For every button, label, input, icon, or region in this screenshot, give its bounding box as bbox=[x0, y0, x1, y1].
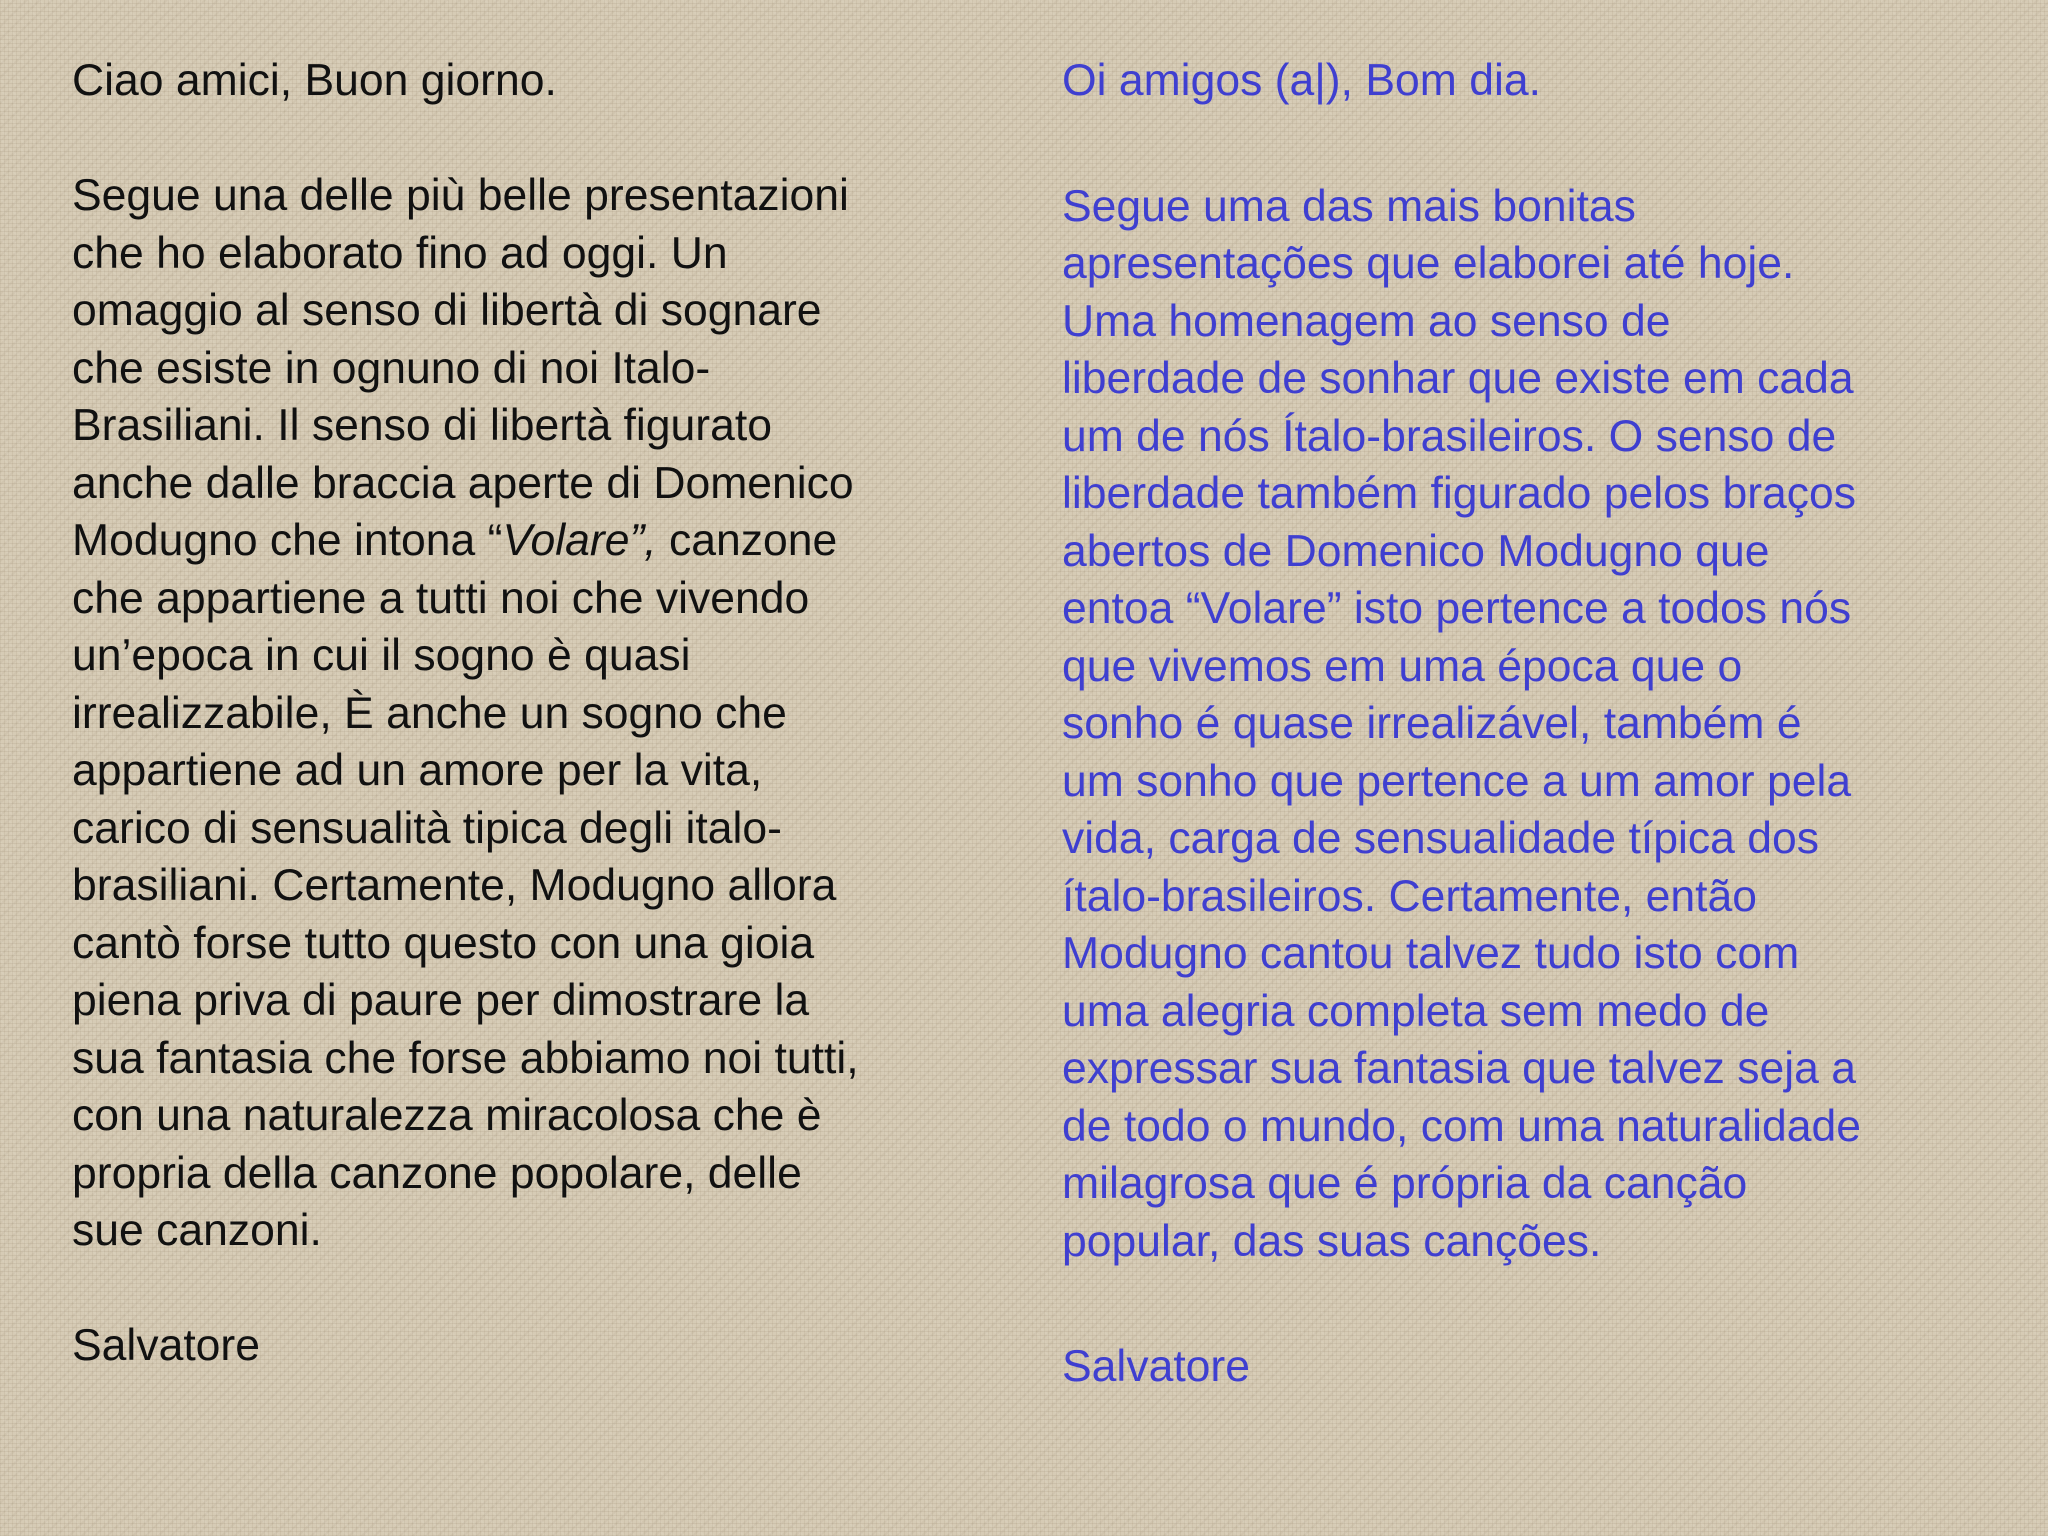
portuguese-body-line: de todo o mundo, com uma naturalidade bbox=[1062, 1101, 1862, 1151]
portuguese-body-line: um de nós Ítalo-brasileiros. O senso de bbox=[1062, 411, 1837, 461]
portuguese-body-line: liberdade também figurado pelos braços bbox=[1062, 469, 1857, 518]
italian-body-line: sua fantasia che forse abbiamo noi tutti, bbox=[72, 1033, 859, 1083]
italian-signature: Salvatore bbox=[72, 1321, 260, 1370]
portuguese-body-line: vida, carga de sensualidade típica dos bbox=[1062, 814, 1819, 863]
italian-body-segment: canzone bbox=[656, 516, 838, 565]
italian-body-line: Segue una delle più belle presentazioni bbox=[72, 171, 849, 220]
italian-body-line: piena priva di paure per dimostrare la bbox=[72, 976, 810, 1025]
paragraph-gap bbox=[1062, 110, 2022, 178]
portuguese-column bbox=[1062, 52, 2022, 1396]
italian-body-line-volare bbox=[72, 512, 1012, 570]
volare-title: Volare”, bbox=[502, 516, 657, 565]
portuguese-body-line: liberdade de sonhar que existe em cada bbox=[1062, 354, 1854, 403]
italian-body-line: appartiene ad un amore per la vita, bbox=[72, 746, 763, 795]
portuguese-body-line: sonho é quase irrealizável, também é bbox=[1062, 699, 1802, 748]
italian-body-line: cantò forse tutto questo con una gioia bbox=[72, 918, 815, 968]
portuguese-body-line: Segue uma das mais bonitas bbox=[1062, 181, 1636, 231]
portuguese-body-line: popular, das suas canções. bbox=[1062, 1216, 1602, 1266]
italian-greeting: Ciao amici, Buon giorno. bbox=[72, 56, 557, 105]
portuguese-greeting: Oi amigos (a|), Bom dia. bbox=[1062, 56, 1541, 105]
portuguese-body-line: que vivemos em uma época que o bbox=[1062, 641, 1743, 691]
italian-body-line: che appartiene a tutti noi che vivendo bbox=[72, 573, 810, 623]
portuguese-body-line: uma alegria completa sem medo de bbox=[1062, 986, 1770, 1036]
italian-body-line: che ho elaborato fino ad oggi. Un bbox=[72, 228, 728, 278]
italian-column bbox=[72, 52, 1012, 1375]
italian-body-line: omaggio al senso di libertà di sognare bbox=[72, 286, 822, 335]
portuguese-body-line: Uma homenagem ao senso de bbox=[1062, 296, 1671, 346]
italian-body-line: sue canzoni. bbox=[72, 1206, 322, 1255]
italian-body-line: carico di sensualità tipica degli italo- bbox=[72, 803, 782, 853]
portuguese-body-line: um sonho que pertence a um amor pela bbox=[1062, 756, 1852, 806]
paragraph-gap bbox=[1062, 1270, 2022, 1338]
italian-body-line: Brasiliani. Il senso di libertà figurato bbox=[72, 401, 772, 450]
paragraph-gap bbox=[72, 1260, 1012, 1318]
portuguese-signature: Salvatore bbox=[1062, 1342, 1250, 1391]
italian-body-line: anche dalle braccia aperte di Domenico bbox=[72, 458, 854, 508]
italian-body-line: irrealizzabile, È anche un sogno che bbox=[72, 688, 787, 738]
portuguese-body-line: apresentações que elaborei até hoje. bbox=[1062, 239, 1795, 288]
portuguese-body-line: Modugno cantou talvez tudo isto com bbox=[1062, 929, 1800, 978]
portuguese-body-line: ítalo-brasileiros. Certamente, então bbox=[1062, 871, 1758, 921]
italian-body-line: brasiliani. Certamente, Modugno allora bbox=[72, 861, 837, 910]
italian-body-line: un’epoca in cui il sogno è quasi bbox=[72, 631, 691, 680]
paragraph-gap bbox=[72, 110, 1012, 168]
portuguese-body-line: entoa “Volare” isto pertence a todos nós bbox=[1062, 584, 1852, 633]
italian-body-line: con una naturalezza miracolosa che è bbox=[72, 1091, 822, 1140]
portuguese-body-line: expressar sua fantasia que talvez seja a bbox=[1062, 1044, 1857, 1093]
italian-body-line: propria della canzone popolare, delle bbox=[72, 1148, 802, 1198]
portuguese-body-line: abertos de Domenico Modugno que bbox=[1062, 526, 1770, 576]
italian-body-segment: Modugno che intona “ bbox=[72, 516, 503, 565]
portuguese-body-line: milagrosa que é própria da canção bbox=[1062, 1159, 1748, 1208]
italian-body-line: che esiste in ognuno di noi Italo- bbox=[72, 343, 711, 393]
